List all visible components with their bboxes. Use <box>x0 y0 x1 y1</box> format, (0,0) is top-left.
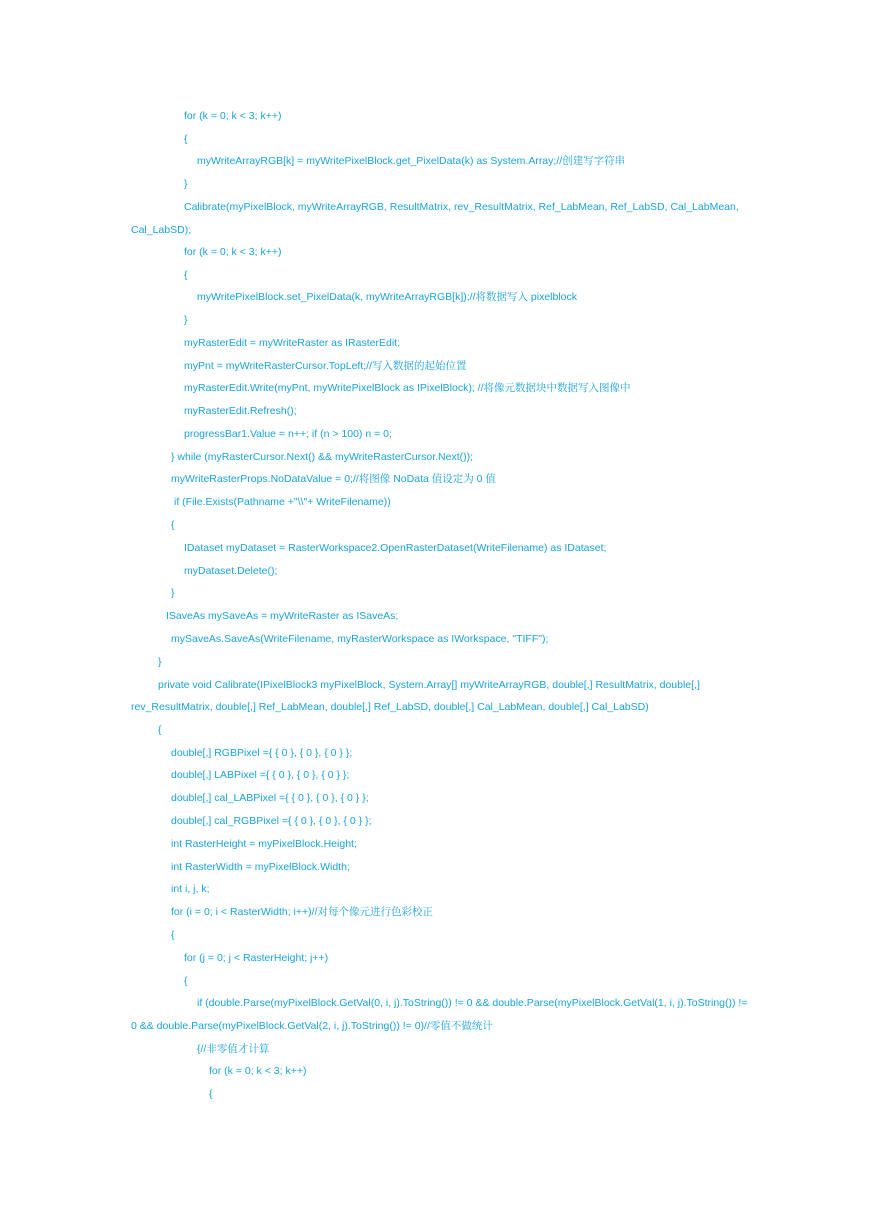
code-line: double[,] LABPixel ={ { 0 }, { 0 }, { 0 } }; <box>171 769 350 781</box>
code-line: myRasterEdit.Write(myPnt, myWritePixelBlock as IPixelBlock); //将像元数据块中数据写入图像中 <box>184 382 631 394</box>
code-line: Cal_LabSD); <box>131 224 192 236</box>
code-line: } <box>184 314 188 326</box>
code-line: mySaveAs.SaveAs(WriteFilename, myRasterWorkspace as IWorkspace, "TIFF"); <box>171 633 549 645</box>
code-line: myWriteRasterProps.NoDataValue = 0;//将图像 NoData 值设定为 0 值 <box>171 473 496 485</box>
code-line: private void Calibrate(IPixelBlock3 myPixelBlock, System.Array[] myWriteArrayRGB, double[,] ResultMatrix, double[,] <box>158 679 700 691</box>
code-line: myWritePixelBlock.set_PixelData(k, myWriteArrayRGB[k]);//将数据写入 pixelblock <box>197 291 578 303</box>
code-line: ISaveAs mySaveAs = myWriteRaster as ISaveAs; <box>166 610 399 622</box>
code-line: myDataset.Delete(); <box>184 565 278 577</box>
code-line: { <box>184 975 188 987</box>
code-line: } <box>171 587 175 599</box>
code-line: { <box>209 1088 213 1100</box>
code-line: progressBar1.Value = n++; if (n > 100) n = 0; <box>184 428 392 440</box>
code-line: IDataset myDataset = RasterWorkspace2.OpenRasterDataset(WriteFilename) as IDataset; <box>184 542 607 554</box>
code-line: int RasterHeight = myPixelBlock.Height; <box>171 838 357 850</box>
code-line: myWriteArrayRGB[k] = myWritePixelBlock.get_PixelData(k) as System.Array;//创建写字符串 <box>197 155 626 167</box>
code-line: 0 && double.Parse(myPixelBlock.GetVal(2, i, j).ToString()) != 0)//零值不做统计 <box>131 1020 493 1032</box>
code-line: int i, j, k; <box>171 883 210 895</box>
code-line: myPnt = myWriteRasterCursor.TopLeft;//写入数据的起始位置 <box>184 360 467 372</box>
code-line: double[,] cal_LABPixel ={ { 0 }, { 0 }, { 0 } }; <box>171 792 369 804</box>
code-line: double[,] RGBPixel ={ { 0 }, { 0 }, { 0 } }; <box>171 747 353 759</box>
code-line: { <box>171 519 175 531</box>
code-line: {//非零值才计算 <box>197 1043 270 1055</box>
code-line: { <box>184 133 188 145</box>
code-line: double[,] cal_RGBPixel ={ { 0 }, { 0 }, { 0 } }; <box>171 815 372 827</box>
code-line: Calibrate(myPixelBlock, myWriteArrayRGB, ResultMatrix, rev_ResultMatrix, Ref_LabMean, Ref_LabSD, Cal_LabMean, <box>184 201 739 213</box>
code-line: if (double.Parse(myPixelBlock.GetVal(0, i, j).ToString()) != 0 && double.Parse(myPixelBlock.GetVal(1, i, j).ToString()) != <box>197 997 748 1009</box>
code-line: } while (myRasterCursor.Next() && myWriteRasterCursor.Next()); <box>171 451 474 463</box>
code-line: for (i = 0; i < RasterWidth; i++)//对每个像元进行色彩校正 <box>171 906 433 918</box>
code-line: if (File.Exists(Pathname +"\\"+ WriteFilename)) <box>174 496 391 508</box>
code-line: myRasterEdit = myWriteRaster as IRasterEdit; <box>184 337 400 349</box>
code-line: myRasterEdit.Refresh(); <box>184 405 297 417</box>
code-line: int RasterWidth = myPixelBlock.Width; <box>171 861 350 873</box>
code-line: for (j = 0; j < RasterHeight; j++) <box>184 952 329 964</box>
code-line: { <box>171 929 175 941</box>
code-line: rev_ResultMatrix, double[,] Ref_LabMean, double[,] Ref_LabSD, double[,] Cal_LabMean, double[,] Cal_LabSD) <box>131 701 649 713</box>
code-line: for (k = 0; k < 3; k++) <box>184 110 282 122</box>
code-line: { <box>158 724 162 736</box>
code-line: } <box>184 178 188 190</box>
code-line: for (k = 0; k < 3; k++) <box>184 246 282 258</box>
code-line: { <box>184 269 188 281</box>
code-line: } <box>158 656 162 668</box>
code-line: for (k = 0; k < 3; k++) <box>209 1065 307 1077</box>
